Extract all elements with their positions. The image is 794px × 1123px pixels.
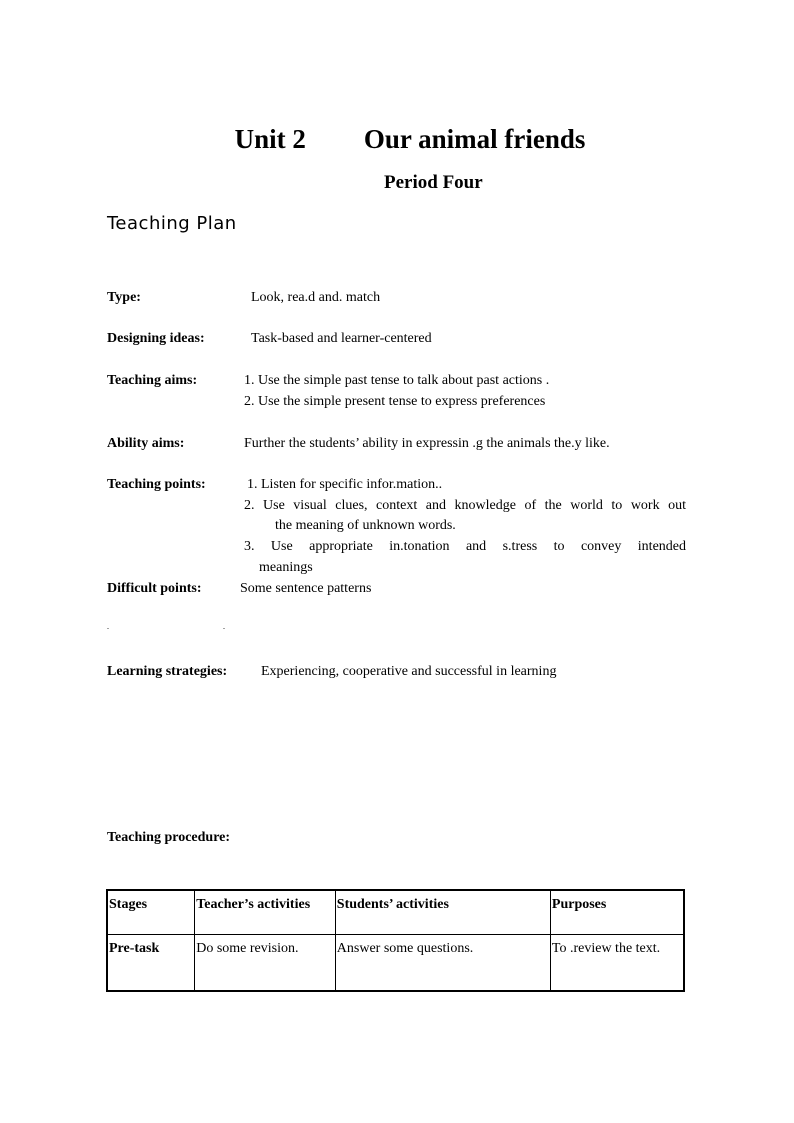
row-purpose: To .review the text. <box>550 935 684 992</box>
stray-mark-right: . <box>223 622 225 631</box>
teaching-point-3: 3. Use appropriate in.tonation and s.tress to convey intended <box>244 539 686 554</box>
teaching-point-2: 2. Use visual clues, context and knowledge of the world to work out <box>244 498 686 513</box>
row-students-activity: Answer some questions. <box>335 935 550 992</box>
teaching-procedure-label: Teaching procedure: <box>107 830 231 845</box>
ability-aims-label: Ability aims: <box>107 436 185 451</box>
difficult-points-label: Difficult points: <box>107 581 202 596</box>
document-title <box>0 124 794 155</box>
period-subtitle: Period Four <box>384 172 483 193</box>
teaching-plan-heading: Teaching Plan <box>107 213 237 234</box>
type-value: Look, rea.d and. match <box>251 290 381 305</box>
designing-ideas-label: Designing ideas: <box>107 331 205 346</box>
stray-mark-left: . <box>107 622 109 631</box>
row-stage: Pre-task <box>107 935 195 992</box>
header-students-activities: Students’ activities <box>335 890 550 935</box>
difficult-points-value: Some sentence patterns <box>240 581 372 596</box>
designing-ideas-value: Task-based and learner-centered <box>251 331 432 346</box>
header-teacher-activities: Teacher’s activities <box>195 890 336 935</box>
ability-aims-value: Further the students’ ability in expressin .g the animals the.y like. <box>244 436 610 451</box>
teaching-aim-2: 2. Use the simple present tense to express preferences <box>244 394 546 409</box>
row-teacher-activity: Do some revision. <box>195 935 336 992</box>
teaching-point-2-cont: the meaning of unknown words. <box>275 518 456 533</box>
table-row <box>107 935 684 992</box>
unit-name: Our animal friends <box>363 124 586 154</box>
header-purposes: Purposes <box>550 890 684 935</box>
unit-number: Unit 2 <box>234 124 306 154</box>
learning-strategies-label: Learning strategies: <box>107 664 228 679</box>
learning-strategies-value: Experiencing, cooperative and successful in learning <box>261 664 557 679</box>
procedure-table <box>106 889 685 992</box>
teaching-aim-1: 1. Use the simple past tense to talk about past actions . <box>244 373 550 388</box>
header-stages: Stages <box>107 890 195 935</box>
teaching-point-3-cont: meanings <box>259 560 313 575</box>
teaching-point-1: 1. Listen for specific infor.mation.. <box>247 477 443 492</box>
teaching-points-label: Teaching points: <box>107 477 206 492</box>
type-label: Type: <box>107 290 141 305</box>
table-header-row <box>107 890 684 935</box>
teaching-aims-label: Teaching aims: <box>107 373 198 388</box>
